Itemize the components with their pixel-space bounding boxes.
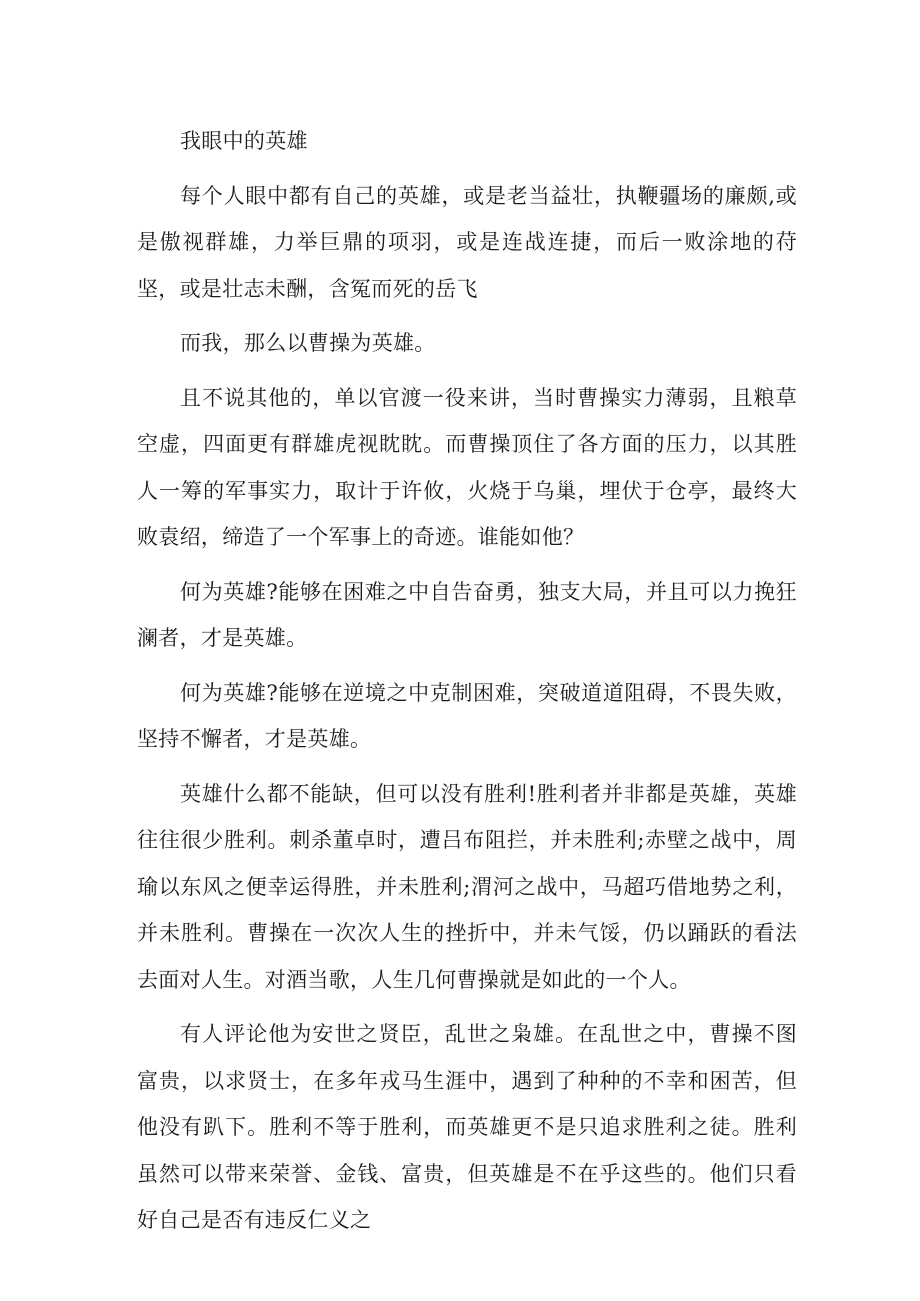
- document-body: [137, 118, 797, 1252]
- paragraph-1: 每个人眼中都有自己的英雄，或是老当益壮，执鞭疆场的廉颇,或是傲视群雄，力举巨鼎的项羽，或是连战连捷，而后一败涂地的苻坚，或是壮志未酬，含冤而死的岳飞: [137, 183, 797, 301]
- paragraph-2: 而我，那么以曹操为英雄。: [180, 331, 436, 355]
- paragraph-6: 英雄什么都不能缺，但可以没有胜利!胜利者并非都是英雄，英雄往往很少胜利。刺杀董卓时，遭吕布阻拦，并未胜利;赤壁之战中，周瑜以东风之便幸运得胜，并未胜利;渭河之战中，马超巧借地势之利，并未胜利。曹操在一次次人生的挫折中，并未气馁，仍以踊跃的看法去面对人生。对酒当歌，人生几何曹操就是如此的一个人。: [137, 781, 797, 992]
- document-title: 我眼中的英雄: [180, 129, 308, 153]
- paragraph-4: 何为英雄?能够在困难之中自告奋勇，独支大局，并且可以力挽狂澜者，才是英雄。: [137, 579, 797, 650]
- paragraph-5: 何为英雄?能够在逆境之中克制困难，突破道道阻碍，不畏失败，坚持不懈者，才是英雄。: [137, 680, 797, 751]
- paragraph-7: 有人评论他为安世之贤臣，乱世之枭雄。在乱世之中，曹操不图富贵，以求贤士，在多年戎马生涯中，遇到了种种的不幸和困苦，但他没有趴下。胜利不等于胜利，而英雄更不是只追求胜利之徒。胜利虽然可以带来荣誉、金钱、富贵，但英雄是不在乎这些的。他们只看好自己是否有违反仁义之: [137, 1022, 797, 1232]
- paragraph-3: 且不说其他的，单以官渡一役来讲，当时曹操实力薄弱，且粮草空虚，四面更有群雄虎视眈眈。而曹操顶住了各方面的压力，以其胜人一筹的军事实力，取计于许攸，火烧于乌巢，埋伏于仓亭，最终大败袁绍，缔造了一个军事上的奇迹。谁能如他？: [137, 385, 797, 549]
